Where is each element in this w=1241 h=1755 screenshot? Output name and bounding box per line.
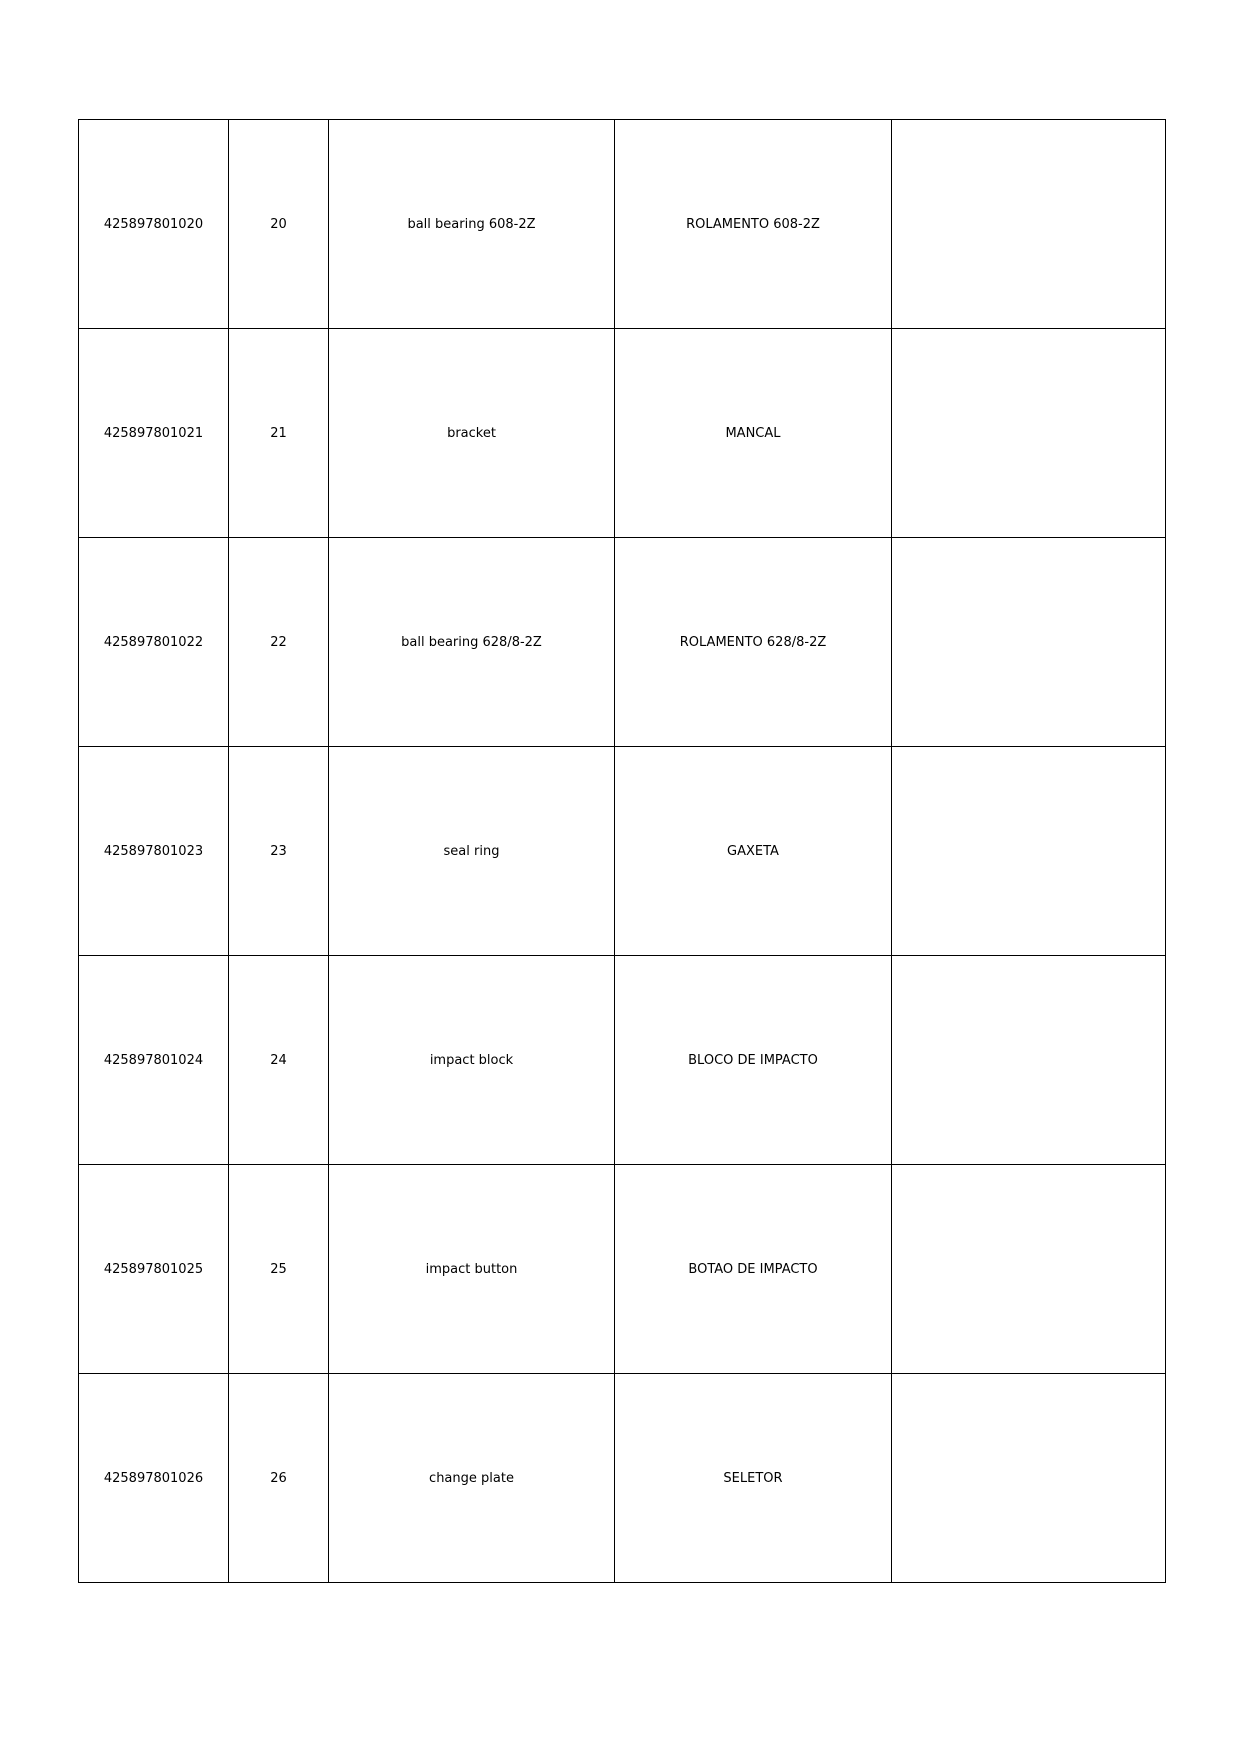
table-row: [79, 329, 1166, 538]
table-row: [79, 538, 1166, 747]
description-en-cell: impact button: [329, 1165, 615, 1374]
position-cell: 25: [229, 1165, 329, 1374]
part-number-cell: 425897801025: [79, 1165, 229, 1374]
part-number-cell: 425897801020: [79, 120, 229, 329]
description-en-cell: ball bearing 608-2Z: [329, 120, 615, 329]
position-cell: 26: [229, 1374, 329, 1583]
description-pt-cell: BLOCO DE IMPACTO: [615, 956, 892, 1165]
table-row: [79, 747, 1166, 956]
notes-cell: [892, 538, 1166, 747]
position-cell: 20: [229, 120, 329, 329]
notes-cell: [892, 1165, 1166, 1374]
description-pt-cell: ROLAMENTO 608-2Z: [615, 120, 892, 329]
notes-cell: [892, 956, 1166, 1165]
position-cell: 22: [229, 538, 329, 747]
description-pt-cell: SELETOR: [615, 1374, 892, 1583]
notes-cell: [892, 120, 1166, 329]
table-row: [79, 1374, 1166, 1583]
notes-cell: [892, 1374, 1166, 1583]
notes-cell: [892, 329, 1166, 538]
part-number-cell: 425897801021: [79, 329, 229, 538]
part-number-cell: 425897801026: [79, 1374, 229, 1583]
part-number-cell: 425897801024: [79, 956, 229, 1165]
description-en-cell: impact block: [329, 956, 615, 1165]
description-en-cell: seal ring: [329, 747, 615, 956]
description-pt-cell: ROLAMENTO 628/8-2Z: [615, 538, 892, 747]
part-number-cell: 425897801022: [79, 538, 229, 747]
position-cell: 23: [229, 747, 329, 956]
parts-table: [78, 119, 1166, 1583]
description-en-cell: change plate: [329, 1374, 615, 1583]
description-pt-cell: MANCAL: [615, 329, 892, 538]
position-cell: 21: [229, 329, 329, 538]
position-cell: 24: [229, 956, 329, 1165]
description-pt-cell: GAXETA: [615, 747, 892, 956]
table-row: [79, 1165, 1166, 1374]
notes-cell: [892, 747, 1166, 956]
description-en-cell: bracket: [329, 329, 615, 538]
table-row: [79, 956, 1166, 1165]
description-en-cell: ball bearing 628/8-2Z: [329, 538, 615, 747]
table-row: [79, 120, 1166, 329]
description-pt-cell: BOTAO DE IMPACTO: [615, 1165, 892, 1374]
part-number-cell: 425897801023: [79, 747, 229, 956]
